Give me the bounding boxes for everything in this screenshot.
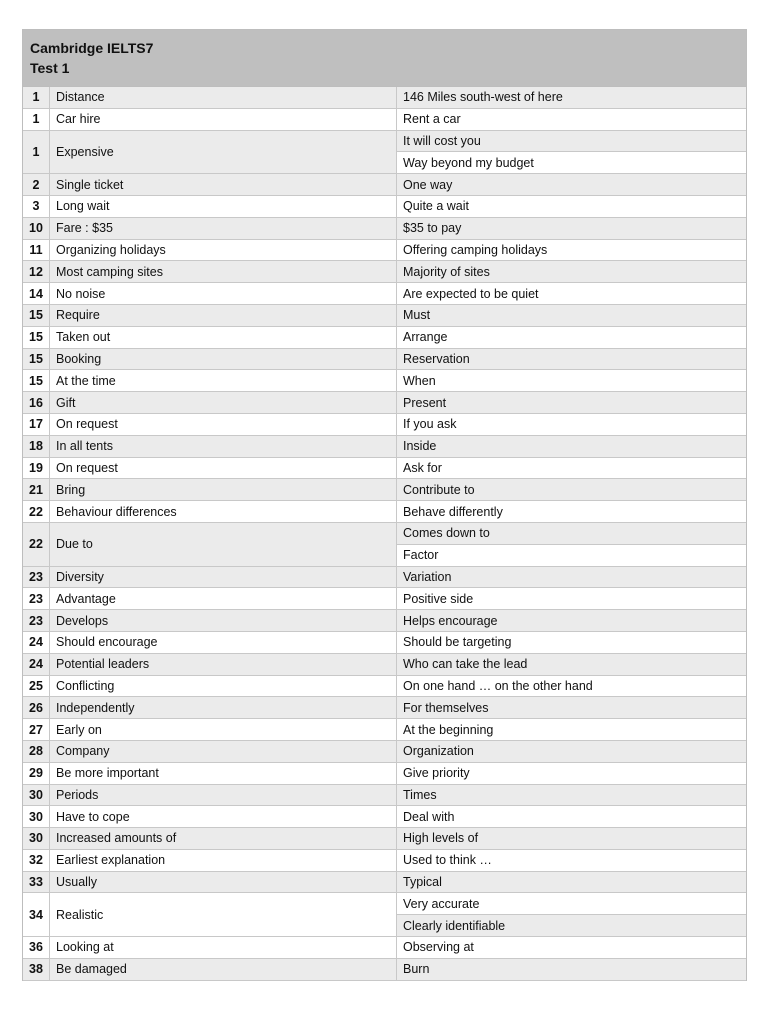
table-row — [23, 261, 746, 283]
table-row — [23, 566, 746, 588]
row-number: 30 — [23, 828, 50, 850]
paraphrase: 146 Miles south-west of here — [397, 87, 747, 108]
paraphrase: One way — [397, 174, 747, 196]
row-number: 15 — [23, 348, 50, 370]
table-row — [23, 108, 746, 130]
row-number: 12 — [23, 261, 50, 283]
paraphrase: Who can take the lead — [397, 653, 747, 675]
paraphrase: Clearly identifiable — [397, 915, 747, 937]
table-row — [23, 958, 746, 980]
paraphrase: Must — [397, 304, 747, 326]
table-row — [23, 828, 746, 850]
paraphrase: For themselves — [397, 697, 747, 719]
source-phrase: Conflicting — [50, 675, 397, 697]
paraphrase: Factor — [397, 544, 747, 566]
vocabulary-table-sheet — [22, 29, 747, 981]
table-row — [23, 675, 746, 697]
paraphrase: Variation — [397, 566, 747, 588]
row-number: 22 — [23, 522, 50, 566]
paraphrase: Quite a wait — [397, 195, 747, 217]
paraphrase: Ask for — [397, 457, 747, 479]
paraphrase: Contribute to — [397, 479, 747, 501]
paraphrase: Positive side — [397, 588, 747, 610]
table-row — [23, 762, 746, 784]
row-number: 17 — [23, 413, 50, 435]
paraphrase: Offering camping holidays — [397, 239, 747, 261]
paraphrase: If you ask — [397, 413, 747, 435]
source-phrase: At the time — [50, 370, 397, 392]
row-number: 36 — [23, 937, 50, 959]
row-number: 30 — [23, 806, 50, 828]
row-number: 15 — [23, 370, 50, 392]
source-phrase: On request — [50, 413, 397, 435]
paraphrase: Present — [397, 392, 747, 414]
source-phrase: Have to cope — [50, 806, 397, 828]
source-phrase: Taken out — [50, 326, 397, 348]
table-row — [23, 174, 746, 196]
table-row — [23, 130, 746, 152]
row-number: 27 — [23, 719, 50, 741]
source-phrase: Periods — [50, 784, 397, 806]
paraphrase: Comes down to — [397, 522, 747, 544]
source-phrase: Single ticket — [50, 174, 397, 196]
table-row — [23, 457, 746, 479]
table-row — [23, 588, 746, 610]
paraphrase: Very accurate — [397, 893, 747, 915]
paraphrase: $35 to pay — [397, 217, 747, 239]
table-row — [23, 435, 746, 457]
source-phrase: Fare : $35 — [50, 217, 397, 239]
source-phrase: Long wait — [50, 195, 397, 217]
row-number: 24 — [23, 653, 50, 675]
source-phrase: Be damaged — [50, 958, 397, 980]
source-phrase: Behaviour differences — [50, 501, 397, 523]
table-row — [23, 217, 746, 239]
paraphrase: Typical — [397, 871, 747, 893]
paraphrase: When — [397, 370, 747, 392]
row-number: 22 — [23, 501, 50, 523]
row-number: 23 — [23, 610, 50, 632]
source-phrase: Company — [50, 740, 397, 762]
table-row — [23, 326, 746, 348]
row-number: 23 — [23, 566, 50, 588]
row-number: 38 — [23, 958, 50, 980]
paraphrase: Times — [397, 784, 747, 806]
row-number: 11 — [23, 239, 50, 261]
table-row — [23, 849, 746, 871]
paraphrase: It will cost you — [397, 130, 747, 152]
paraphrase: Should be targeting — [397, 631, 747, 653]
row-number: 33 — [23, 871, 50, 893]
source-phrase: Should encourage — [50, 631, 397, 653]
source-phrase: On request — [50, 457, 397, 479]
source-phrase: Most camping sites — [50, 261, 397, 283]
paraphrase: High levels of — [397, 828, 747, 850]
table-row — [23, 610, 746, 632]
header-title: Cambridge IELTS7 — [30, 40, 154, 56]
table-row — [23, 522, 746, 544]
source-phrase: Be more important — [50, 762, 397, 784]
table-row — [23, 653, 746, 675]
source-phrase: Independently — [50, 697, 397, 719]
table-row — [23, 631, 746, 653]
row-number: 24 — [23, 631, 50, 653]
source-phrase: Develops — [50, 610, 397, 632]
row-number: 1 — [23, 108, 50, 130]
row-number: 16 — [23, 392, 50, 414]
table-row — [23, 784, 746, 806]
row-number: 15 — [23, 326, 50, 348]
source-phrase: Looking at — [50, 937, 397, 959]
row-number: 23 — [23, 588, 50, 610]
source-phrase: Bring — [50, 479, 397, 501]
table-row — [23, 304, 746, 326]
table-row — [23, 719, 746, 741]
paraphrase: Are expected to be quiet — [397, 283, 747, 305]
row-number: 1 — [23, 87, 50, 108]
source-phrase: Diversity — [50, 566, 397, 588]
table-row — [23, 283, 746, 305]
table-row — [23, 697, 746, 719]
table-row — [23, 806, 746, 828]
paraphrase: Reservation — [397, 348, 747, 370]
row-number: 30 — [23, 784, 50, 806]
row-number: 1 — [23, 130, 50, 174]
table-row — [23, 392, 746, 414]
source-phrase: Due to — [50, 522, 397, 566]
table-row — [23, 413, 746, 435]
source-phrase: Expensive — [50, 130, 397, 174]
source-phrase: Potential leaders — [50, 653, 397, 675]
source-phrase: Organizing holidays — [50, 239, 397, 261]
source-phrase: Increased amounts of — [50, 828, 397, 850]
row-number: 19 — [23, 457, 50, 479]
row-number: 34 — [23, 893, 50, 937]
table-row — [23, 893, 746, 915]
row-number: 29 — [23, 762, 50, 784]
row-number: 15 — [23, 304, 50, 326]
row-number: 10 — [23, 217, 50, 239]
row-number: 26 — [23, 697, 50, 719]
source-phrase: Gift — [50, 392, 397, 414]
source-phrase: In all tents — [50, 435, 397, 457]
table-body — [23, 87, 746, 980]
source-phrase: Usually — [50, 871, 397, 893]
source-phrase: No noise — [50, 283, 397, 305]
paraphrase: Organization — [397, 740, 747, 762]
table-row — [23, 479, 746, 501]
paraphrase: Way beyond my budget — [397, 152, 747, 174]
paraphrase: Give priority — [397, 762, 747, 784]
source-phrase: Early on — [50, 719, 397, 741]
row-number: 14 — [23, 283, 50, 305]
source-phrase: Car hire — [50, 108, 397, 130]
table-row — [23, 87, 746, 108]
row-number: 25 — [23, 675, 50, 697]
table-row — [23, 195, 746, 217]
row-number: 2 — [23, 174, 50, 196]
paraphrase: At the beginning — [397, 719, 747, 741]
paraphrase: Deal with — [397, 806, 747, 828]
paraphrase: Observing at — [397, 937, 747, 959]
paraphrase: Inside — [397, 435, 747, 457]
paraphrase: Burn — [397, 958, 747, 980]
table-header — [23, 30, 746, 87]
row-number: 32 — [23, 849, 50, 871]
table-row — [23, 370, 746, 392]
source-phrase: Realistic — [50, 893, 397, 937]
paraphrase: Used to think … — [397, 849, 747, 871]
paraphrase: Majority of sites — [397, 261, 747, 283]
paraphrase: Arrange — [397, 326, 747, 348]
table-row — [23, 239, 746, 261]
row-number: 28 — [23, 740, 50, 762]
source-phrase: Distance — [50, 87, 397, 108]
table-row — [23, 740, 746, 762]
header-subtitle: Test 1 — [30, 60, 70, 76]
source-phrase: Require — [50, 304, 397, 326]
row-number: 3 — [23, 195, 50, 217]
paraphrase: Behave differently — [397, 501, 747, 523]
table-row — [23, 501, 746, 523]
paraphrase: Helps encourage — [397, 610, 747, 632]
paraphrase: On one hand … on the other hand — [397, 675, 747, 697]
row-number: 18 — [23, 435, 50, 457]
source-phrase: Booking — [50, 348, 397, 370]
source-phrase: Earliest explanation — [50, 849, 397, 871]
source-phrase: Advantage — [50, 588, 397, 610]
paraphrase: Rent a car — [397, 108, 747, 130]
vocabulary-table — [23, 87, 746, 981]
table-row — [23, 871, 746, 893]
table-row — [23, 348, 746, 370]
row-number: 21 — [23, 479, 50, 501]
table-row — [23, 937, 746, 959]
